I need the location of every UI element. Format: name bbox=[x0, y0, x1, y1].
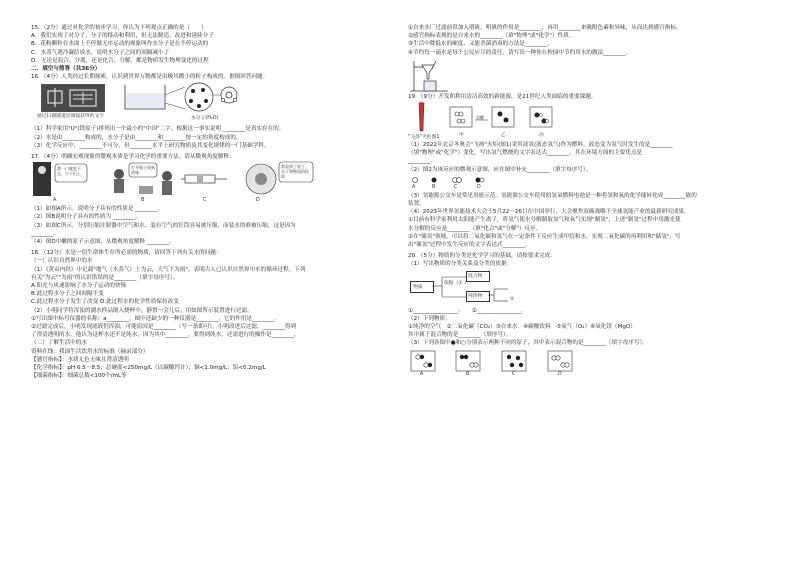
q20-fig-b-label: B bbox=[466, 371, 470, 377]
q18-line3: 资料在线：我国生活饮用水的标准（摘录部分） bbox=[31, 348, 149, 355]
q20-line2a: ①纯净的空气 ②二氧化碳（CO₂）③自来水 ④碳酸饮料 ⑤氧气（O₂）⑥氧化镁（MgO） bbox=[408, 324, 636, 331]
q19-line1b: （填"物理"或"化学"）变化，写出氢气燃烧的文字表达式________，其在环境方面的主要优点是 bbox=[408, 150, 643, 157]
q18-water-line3: ③生活中降低水的硬度，又能杀菌消毒的方法是________。 bbox=[408, 41, 553, 48]
q16-line3: （3）化学反应中，________不可分，但________水平上研究物质及其变化规律的一门基础学科。 bbox=[31, 142, 270, 149]
molecule-boxes-icon bbox=[410, 350, 580, 372]
option-b-label: B bbox=[432, 184, 436, 190]
water-beaker-diagram bbox=[121, 81, 241, 113]
stm-image bbox=[41, 84, 105, 112]
q20-molecule-figures bbox=[408, 348, 768, 378]
classification-lines bbox=[432, 273, 468, 301]
q19-line4: （4）2023年世界氢能技术大会于5月22～26日在中国举行，大会聚焦双碳战略下全球氢能产业的最新研究成果。 bbox=[408, 209, 690, 216]
q20-fig-a-label: A bbox=[420, 371, 424, 377]
q17-line3: （3）如图C所示，分别压缩注射器中空气和水，装有空气的针筒容易被压缩，而装水的难被压缩，这是因为 bbox=[31, 222, 296, 229]
q18-subheading-1: （一）认识自然界中的水 bbox=[31, 258, 93, 265]
q20-line3: （3）下列各图中●和○分别表示两种不同的原子，其中表示混合物的是________（填字母序号）。 bbox=[408, 340, 648, 347]
q19-line1c: ________。 bbox=[408, 158, 436, 165]
q18-line6: 【细菌指标】：细菌总数<100个/mL等 bbox=[31, 373, 127, 380]
q18-line2c: 了澄清透明的水，他认为这杯水还不是纯水，因为其中________，要得到纯水，还需进行的操作是________。 bbox=[31, 332, 300, 339]
left-column bbox=[31, 24, 397, 381]
svg-text:点燃: 点燃 bbox=[476, 115, 484, 121]
q19-stem: 19．（9分）开发和利用清洁高效的新能源，是21世纪人类面临的重要课题。 bbox=[408, 93, 597, 100]
q17-line1: （1）如图A所示，说明分子具有的性质是 ________。 bbox=[31, 206, 164, 213]
q19-line4b: 水分解的反应是________（填"化合"或"分解"）反应。 bbox=[408, 225, 542, 232]
figure-c-label: C bbox=[203, 198, 207, 204]
section-2-heading: 二．填空与简答（共36分） bbox=[31, 66, 101, 73]
q16-line2: （2）水是由________构成的，水分子是由________和________按一定的角度构成的。 bbox=[31, 134, 242, 141]
box-mixture-label: 混合物 bbox=[468, 273, 483, 279]
q20-line1a: ①________________； ②________________。 bbox=[408, 307, 528, 314]
q20-fig-c-label: C bbox=[512, 371, 516, 377]
stm-caption: 通过扫描隧道显微镜获得的文字 bbox=[37, 114, 105, 120]
q20-stem: 20．（5分）物质的分类是化学学习的基础，请按要求完成： bbox=[408, 253, 556, 260]
figure-c-syringe-icon bbox=[181, 169, 231, 189]
q20-line1: （1）写出物质的分类关系及分类的依据： bbox=[408, 261, 513, 268]
figure-bing-label: 丙 bbox=[539, 133, 544, 139]
q16-figures bbox=[31, 81, 397, 125]
torch-icon bbox=[410, 101, 432, 133]
q20-line2: （2）下列物质： bbox=[408, 315, 451, 322]
reaction-diagram bbox=[448, 103, 558, 133]
q18-option-b: B.此过程水分子之间间隔不变 bbox=[31, 291, 104, 298]
water-molecule-caption: 水分子(H₂O) bbox=[191, 116, 219, 122]
figure-a-label: A bbox=[53, 198, 57, 204]
figure-b-label: B bbox=[141, 198, 145, 204]
torch-caption: "飞扬"火炬图1 bbox=[408, 135, 440, 141]
option-a-label: A bbox=[412, 184, 416, 190]
q16-stem: 16．（4分）人类经过长期探索，认识到世界万物都是由极其微小的粒子构成的。据图回答问题： bbox=[31, 74, 269, 81]
classification-diagram bbox=[408, 269, 768, 307]
q16-line1: （1）科学家用"U"(铁原子)排列出一个最小的"中国"二字。根据这一事实说明 ________是真实存在的。 bbox=[31, 126, 285, 133]
q20-line2b: 其中属于混合物的是________（填序号）。 bbox=[408, 332, 512, 339]
q19-line2: （2）图2为该反应的微观示意图，应在图中补充________（填字母序号）。 bbox=[408, 166, 592, 173]
figure-b-bubble: 打开瓶子闻到酒味 bbox=[131, 165, 155, 176]
q17-figures bbox=[31, 161, 397, 205]
option-d-label: D bbox=[477, 184, 481, 190]
q18-line2a: ①写出图中标号仪器的名称：a________，图中还缺少的一种仪器是________，它的作用是________。 bbox=[31, 315, 280, 322]
q19-line4a: ①目前有科学家利用太阳能产生离子，将氢气使水分解制取氢气和氧气实现"制氢"，上述"制氢"过程中用激光使 bbox=[408, 217, 681, 224]
q19-line3b: 装置。 bbox=[408, 201, 425, 208]
figure-jia-label: 甲 bbox=[459, 133, 464, 139]
q17-stem: 17．（4分）明确宏观现象的微观本质是学习化学的重要方法。请从微观角度解释： bbox=[31, 154, 235, 161]
filtration-apparatus-icon bbox=[410, 59, 450, 93]
figure-d-label: D bbox=[256, 198, 260, 204]
q19-line1: （1）2022年北京冬奥会"飞扬"火炬(图1)采用液氢(液态氢气)作为燃料，液态变为氢气时发生的是________ bbox=[408, 142, 673, 149]
q18-line5: 【化学指标】：pH 6.5～8.5；总硬度<250mg/L（以碳酸钙计）；铜<1.0mg/L；铝<0.2mg/L bbox=[31, 365, 266, 372]
q19-line4d: 出"储氢"过程中发生反应的文字表达式________。 bbox=[408, 242, 531, 249]
q15-stem: 15．（2分）通过对化学的初步学习，你认为下列观点正确的是（ ） bbox=[31, 25, 207, 31]
box-pure-label: 纯净物 bbox=[468, 293, 483, 299]
q15-option-b: B．花粉颗粒在水面上不停做无序运动的现象叫作水分子是在不停运动的 bbox=[31, 41, 209, 48]
right-column bbox=[408, 24, 768, 378]
q17-line2: （2）图B说明分子具有的性质为 ________。 bbox=[31, 214, 141, 221]
stm-characters-icon bbox=[42, 85, 104, 111]
q18-stem: 18．（12分）水是一切生命体生存所必需的物质，请回答下列有关水的问题： bbox=[31, 250, 222, 257]
box-substance-label: 物质 bbox=[413, 284, 423, 290]
figure-d-bubble: 我看到了原子，分子和物质的结构 bbox=[281, 164, 309, 180]
filtration-figure bbox=[408, 57, 768, 93]
q18-water-line2: ②感官指标表现的是自来水的________（填"物理"或"化学"）性质。 bbox=[408, 33, 575, 40]
q18-option-a: A.阳光与风速影响了水分子运动的快慢 bbox=[31, 283, 127, 290]
q18-subheading-2: （二）了解生活中的水 bbox=[31, 340, 87, 347]
q18-line2: （2）小明同学将浑浊的湖水样品倒入烧杯中，静置一会儿后，用如图所示装置进行过滤。 bbox=[31, 307, 253, 314]
pure-branch-lines bbox=[488, 287, 510, 305]
figure-a-bubble: 我一口就吃下去，小子们上 bbox=[57, 166, 81, 177]
q18-line4: 【感官指标】：水质无色无味且澄清透明 bbox=[31, 356, 129, 363]
branch-2-label: ② bbox=[510, 296, 515, 302]
q18-line2b: ②过滤完成后，小明发现滤液仍浑浊，可能原因是________（写一条即可）。小明改进后过滤，________得到 bbox=[31, 324, 297, 331]
q15-option-c: C．水蒸气遇冷凝结成水，说明水分子之间的间隔减小了 bbox=[31, 49, 170, 56]
option-c-label: C bbox=[454, 184, 458, 190]
basis-label: 依据（① ） bbox=[444, 280, 470, 286]
q18-line1b: 有关"为云""为雨"的认识错误的是________（填字母序号）。 bbox=[31, 274, 179, 281]
q19-figures bbox=[408, 101, 768, 141]
q17-line4: （4）图D中嫩的原子示意图，从微观角度解释 ________。 bbox=[31, 239, 175, 246]
q18-water-line1: ①自来水厂过滤前常加入明矾，明矾的作用是________，再用________来吸附色素和异味，从而达到感官指标。 bbox=[408, 25, 682, 31]
figure-yi-label: 乙 bbox=[501, 133, 506, 139]
q19-line3: （3）氢能源公交车是常见用能示范。氢能源公交车使用的氢氧燃料电池是一种将氢和氧的化学能转化成________能的 bbox=[408, 192, 697, 199]
q17-line3b: ________。 bbox=[31, 230, 59, 237]
q19-options bbox=[408, 174, 768, 192]
q15-option-d: D．无论是混合、分离，还是化合、分解，都是物质发生物理变化的过程 bbox=[31, 57, 209, 64]
option-molecules-icon bbox=[410, 175, 500, 185]
q18-line1: （1）《黄帝内经》中记载"地气（水蒸气）上为云，天气下为雨"。表明古人已认识自然界中水的循环过程。下列 bbox=[31, 266, 306, 273]
q20-fig-d-label: D bbox=[558, 371, 562, 377]
q19-line4c: ②在"储氢"领域，可以将二氧化碳和氢气在一定条件下反应生成甲烷和水，实现二氧化碳的再利用和"储氢"，写 bbox=[408, 233, 681, 240]
q18-water-line4: ④节约每一滴水是每个公民应尽的责任，请写出一种你在校园中节约用水的做法________。 bbox=[408, 49, 632, 56]
q15-option-a: A．我们实现了对分子、分子的移动和利用，但无法制造、改进和延续分子 bbox=[31, 33, 214, 40]
q18-option-c: C.此过程水分子发生了改变 D.此过程水的化学性质保持改变 bbox=[31, 299, 179, 306]
